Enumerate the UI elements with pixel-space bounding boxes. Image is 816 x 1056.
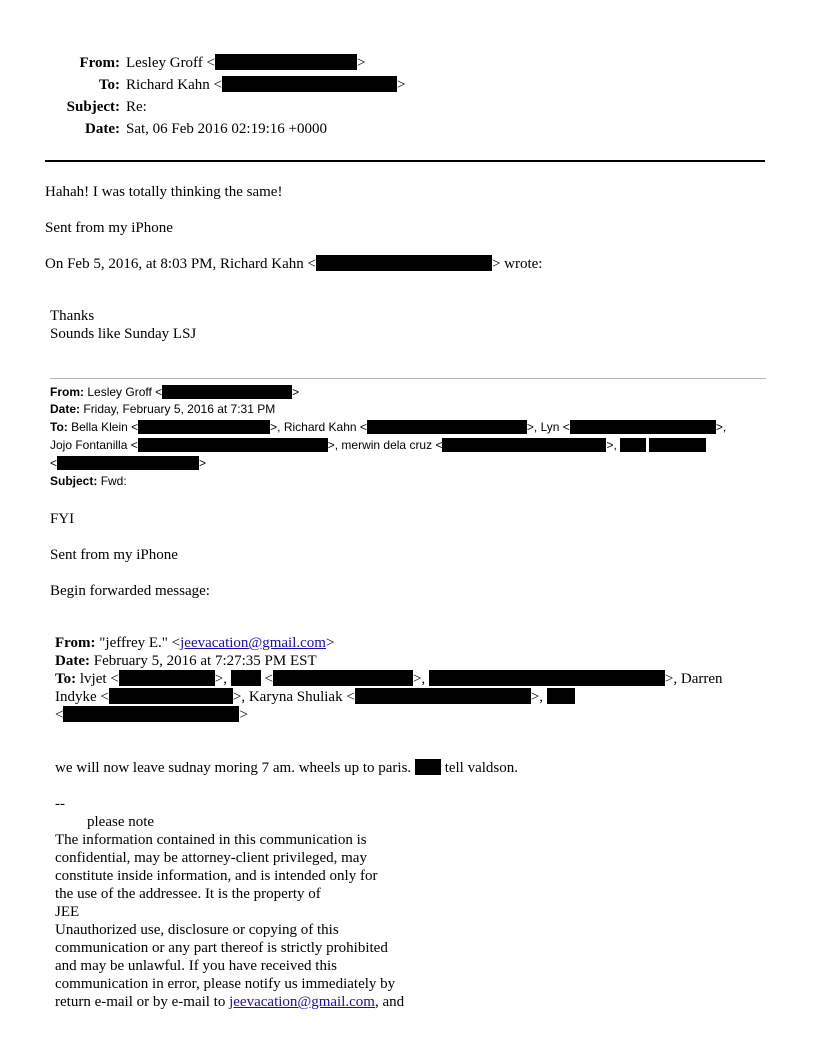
redaction — [57, 456, 199, 470]
redaction — [649, 438, 706, 452]
disclaimer-line: JEE — [55, 904, 80, 920]
redaction — [415, 759, 441, 775]
redaction — [429, 670, 665, 686]
quote-thanks: Thanks — [50, 308, 95, 324]
forward2-to-row-3: < > — [55, 707, 248, 723]
subject-value: Re: — [126, 99, 147, 115]
quote-divider — [50, 378, 766, 379]
forward1-begin: Begin forwarded message: — [50, 583, 210, 599]
forward1-sent: Sent from my iPhone — [50, 547, 178, 563]
header-to-row: To: Richard Kahn < > — [0, 74, 405, 96]
email-header — [0, 52, 405, 140]
disclaimer-line: The information contained in this communication is — [55, 832, 367, 848]
redaction — [367, 420, 527, 434]
forward1-to-row-3: < > — [50, 456, 207, 470]
redaction — [138, 420, 270, 434]
redaction — [215, 54, 357, 70]
quote-intro: On Feb 5, 2016, at 8:03 PM, Richard Kahn < > wrote: — [45, 256, 543, 272]
disclaimer-line: communication in error, please notify us immediately by — [55, 976, 396, 992]
from-value: Lesley Groff < — [126, 55, 215, 71]
from-label: From: — [79, 55, 120, 71]
redaction — [570, 420, 716, 434]
redaction — [109, 688, 233, 704]
quote-sunday: Sounds like Sunday LSJ — [50, 326, 197, 342]
disclaimer-line: communication or any part thereof is strictly prohibited — [55, 940, 388, 956]
from-email-link[interactable]: jeevacation@gmail.com — [180, 635, 326, 651]
header-date-row — [0, 118, 405, 140]
redaction — [547, 688, 575, 704]
forward2-to-row-2: Indyke < >, Karyna Shuliak < >, — [55, 688, 575, 706]
forward1-subject-row: Subject: Fwd: — [50, 474, 127, 488]
redaction — [63, 706, 239, 722]
disclaimer-line: constitute inside information, and is intended only for — [55, 868, 378, 884]
header-divider — [45, 160, 765, 162]
please-note: please note — [87, 814, 155, 830]
disclaimer-line: Unauthorized use, disclosure or copying of this — [55, 922, 339, 938]
redaction — [138, 438, 328, 452]
forward1-fyi: FYI — [50, 511, 75, 527]
forward2-date-row: Date: February 5, 2016 at 7:27:35 PM EST — [55, 653, 317, 669]
disclaimer-last-line: return e-mail or by e-mail to jeevacation@gmail.com, and — [55, 994, 405, 1010]
disclaimer-line: and may be unlawful. If you have received this — [55, 958, 337, 974]
header-from-row: From: Lesley Groff < > — [0, 52, 405, 74]
subject-label: Subject: — [66, 99, 120, 115]
redaction — [620, 438, 646, 452]
redaction — [231, 670, 261, 686]
reply-line-1: Hahah! I was totally thinking the same! — [45, 184, 283, 200]
forward1-to-row: To: Bella Klein < >, Richard Kahn < >, Lyn < >, — [50, 420, 727, 434]
disclaimer-line: confidential, may be attorney-client privileged, may — [55, 850, 367, 866]
date-value: Sat, 06 Feb 2016 02:19:16 +0000 — [126, 121, 327, 137]
disclaimer-line: the use of the addressee. It is the property of — [55, 886, 321, 902]
reply-line-2: Sent from my iPhone — [45, 220, 173, 236]
disclaimer-email-link[interactable]: jeevacation@gmail.com — [229, 994, 375, 1010]
redaction — [355, 688, 531, 704]
forward2-from-row: From: "jeffrey E." <jeevacation@gmail.com> — [55, 635, 335, 651]
forward1-from-row: From: Lesley Groff < > — [50, 385, 300, 399]
forward2-to-row: To: lvjet < >, < >, >, Darren — [55, 671, 723, 687]
redaction — [273, 670, 413, 686]
redaction — [162, 385, 292, 399]
date-label: Date: — [85, 121, 120, 137]
signature-dash: -- — [55, 796, 65, 812]
disclaimer-block — [55, 831, 404, 1011]
to-value: Richard Kahn < — [126, 77, 222, 93]
redaction — [316, 255, 492, 271]
forward1-date-row: Date: Friday, February 5, 2016 at 7:31 PM — [50, 402, 276, 416]
header-subject-row — [0, 96, 405, 118]
forward1-to-row-2: Jojo Fontanilla < >, merwin dela cruz < >, — [50, 436, 706, 454]
redaction — [442, 438, 606, 452]
redaction — [222, 76, 397, 92]
forward2-message: we will now leave sudnay moring 7 am. wheels up to paris. tell valdson. — [55, 760, 519, 776]
redaction — [119, 670, 215, 686]
to-label: To: — [98, 77, 120, 93]
